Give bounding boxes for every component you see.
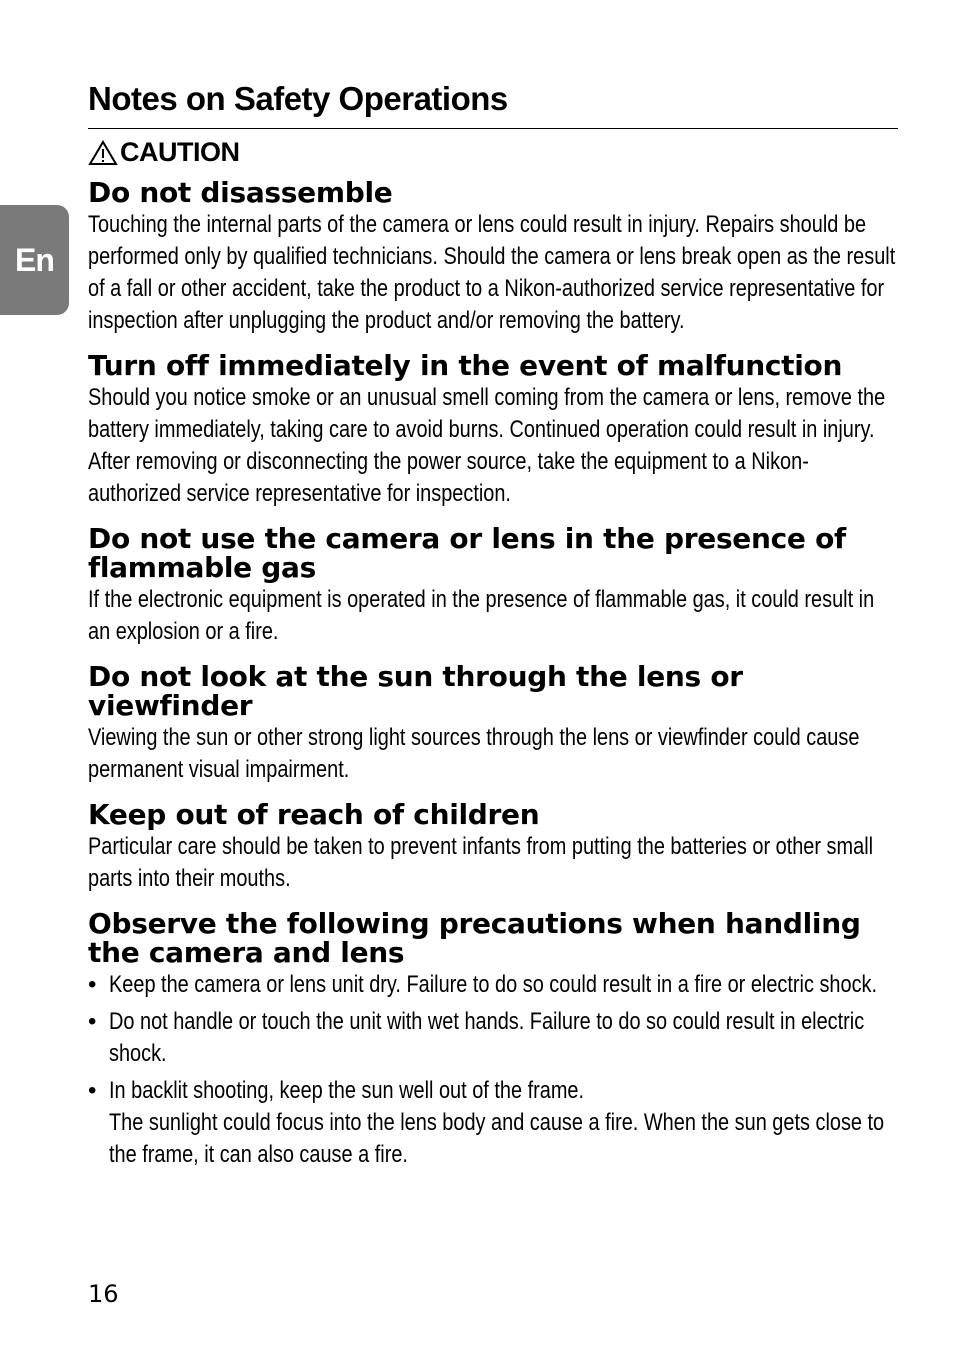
- bullet-icon: •: [88, 971, 97, 998]
- list-item: [88, 969, 898, 1001]
- precaution-list: [88, 969, 898, 1171]
- section-disassemble: [88, 178, 898, 337]
- bullet-icon: •: [88, 1077, 97, 1104]
- section-sun: [88, 662, 898, 786]
- section-flammable-gas: [88, 524, 898, 648]
- section-body: Particular care should be taken to prevent infants from putting the batteries or other small parts into their mouths.: [88, 833, 874, 892]
- section-body: If the electronic equipment is operated in the presence of flammable gas, it could result in an explosion or a fire.: [88, 586, 875, 645]
- page-number: 16: [88, 1280, 119, 1308]
- language-tab-label: En: [15, 241, 54, 278]
- bullet-icon: •: [88, 1008, 97, 1035]
- list-item: [88, 1075, 898, 1171]
- section-heading: Do not look at the sun through the lens or viewfinder: [88, 660, 743, 722]
- section-body: Viewing the sun or other strong light sources through the lens or viewfinder could cause permanent visual impairment.: [88, 724, 860, 783]
- section-children: [88, 800, 898, 895]
- list-item-continuation: The sunlight could focus into the lens body and cause a fire. When the sun gets close to the frame, it can also cause a fire.: [109, 1109, 885, 1168]
- list-item: [88, 1006, 898, 1070]
- caution-heading: [88, 137, 898, 168]
- section-heading: Turn off immediately in the event of malfunction: [88, 349, 843, 382]
- section-heading: Do not use the camera or lens in the presence of flammable gas: [88, 522, 846, 584]
- list-item-text: Keep the camera or lens unit dry. Failure to do so could result in a fire or electric shock.: [109, 971, 878, 998]
- section-heading: Do not disassemble: [88, 176, 393, 209]
- language-tab: [0, 205, 69, 315]
- section-malfunction: [88, 351, 898, 510]
- section-heading: Keep out of reach of children: [88, 798, 540, 831]
- list-item-text: In backlit shooting, keep the sun well out of the frame.: [109, 1077, 585, 1104]
- page-title: Notes on Safety Operations: [88, 80, 898, 129]
- section-precautions: [88, 909, 898, 1171]
- list-item-text: Do not handle or touch the unit with wet hands. Failure to do so could result in electric shock.: [109, 1008, 865, 1067]
- warning-triangle-icon: [88, 140, 118, 166]
- section-body: Should you notice smoke or an unusual smell coming from the camera or lens, remove the battery immediately, taking care to avoid burns. Continued operation could result in injury. After removing or disconnecting the power source, take the equipment to a Nikon-authorized service representative for inspection.: [88, 384, 886, 507]
- caution-label: CAUTION: [120, 137, 240, 167]
- section-heading: Observe the following precautions when handling the camera and lens: [88, 907, 861, 969]
- section-body: Touching the internal parts of the camera or lens could result in injury. Repairs should be performed only by qualified technicians. Should the camera or lens break open as the result of a fall or other accident, take the product to a Nikon-authorized service representative for inspection after unplugging the product and/or removing the battery.: [88, 211, 896, 334]
- page-content: [88, 80, 898, 1176]
